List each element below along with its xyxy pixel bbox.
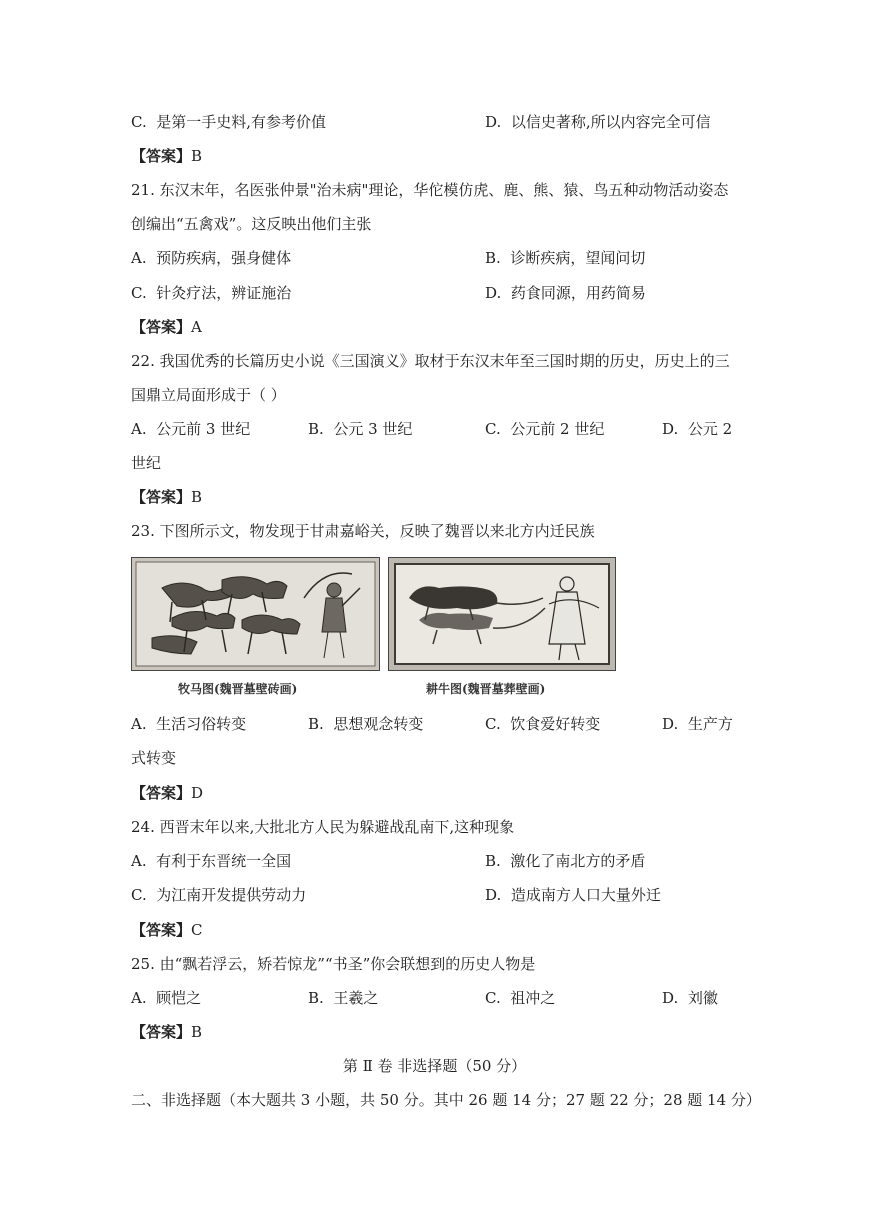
q21-option-b: B. 诊断疾病，望闻问切	[485, 249, 646, 267]
q22-option-c: C. 公元前 2 世纪	[485, 420, 605, 438]
horse-herding-image	[131, 557, 380, 671]
q25-option-b: B. 王羲之	[308, 989, 379, 1007]
q24-option-a: A. 有利于东晋统一全国	[131, 852, 292, 870]
q20-option-d: D. 以信史著称,所以内容完全可信	[485, 113, 711, 131]
q23-stem-line1: 23. 下图所示文，物发现于甘肃嘉峪关，反映了魏晋以来北方内迁民族	[131, 522, 595, 540]
q25-stem-line1: 25. 由“飘若浮云，矫若惊龙”“书圣”你会联想到的历史人物是	[131, 955, 536, 973]
q21-option-a: A. 预防疾病，强身健体	[131, 249, 292, 267]
q23-answer: 【答案】D	[131, 784, 204, 802]
q22-option-d-wrap: 世纪	[131, 454, 162, 472]
q22-stem-line1: 22. 我国优秀的长篇历史小说《三国演义》取材于东汉末年至三国时期的历史，历史上的三	[131, 352, 730, 370]
q24-option-d: D. 造成南方人口大量外迁	[485, 886, 661, 904]
horse-herding-caption: 牧马图(魏晋墓壁砖画)	[178, 682, 298, 696]
q21-option-c: C. 针灸疗法，辨证施治	[131, 284, 292, 302]
q23-option-c: C. 饮食爱好转变	[485, 715, 601, 733]
q25-answer: 【答案】B	[131, 1023, 203, 1041]
horse-herding-drawing	[132, 558, 379, 670]
q24-answer: 【答案】C	[131, 921, 203, 939]
q22-option-a: A. 公元前 3 世纪	[131, 420, 251, 438]
q24-option-c: C. 为江南开发提供劳动力	[131, 886, 307, 904]
q21-stem-line1: 21. 东汉末年，名医张仲景"治未病"理论，华佗模仿虎、鹿、熊、猿、鸟五种动物活动姿态	[131, 181, 729, 199]
ox-ploughing-caption: 耕牛图(魏晋墓葬壁画)	[426, 682, 546, 696]
section-two-instruction: 二、非选择题（本大题共 3 小题，共 50 分。其中 26 题 14 分；27 题 22 分；28 题 14 分）	[131, 1091, 761, 1109]
section-two-title: 第 Ⅱ 卷 非选择题（50 分）	[342, 1057, 527, 1075]
q22-stem-line2: 国鼎立局面形成于（ ）	[131, 386, 286, 404]
q21-option-d: D. 药食同源，用药简易	[485, 284, 646, 302]
q22-answer: 【答案】B	[131, 488, 203, 506]
q23-option-a: A. 生活习俗转变	[131, 715, 247, 733]
q22-option-d: D. 公元 2	[662, 420, 733, 438]
q25-option-a: A. 顾恺之	[131, 989, 202, 1007]
q23-option-b: B. 思想观念转变	[308, 715, 424, 733]
q22-option-b: B. 公元 3 世纪	[308, 420, 413, 438]
q20-option-c: C. 是第一手史料,有参考价值	[131, 113, 327, 131]
ox-ploughing-image	[388, 557, 616, 671]
q20-answer: 【答案】B	[131, 147, 203, 165]
q21-stem-line2: 创编出“五禽戏”。这反映出他们主张	[131, 215, 372, 233]
q25-option-c: C. 祖冲之	[485, 989, 556, 1007]
q24-option-b: B. 激化了南北方的矛盾	[485, 852, 646, 870]
q23-option-d: D. 生产方	[662, 715, 733, 733]
q21-answer: 【答案】A	[131, 318, 202, 336]
q25-option-d: D. 刘徽	[662, 989, 718, 1007]
ox-ploughing-drawing	[389, 558, 615, 670]
q24-stem-line1: 24. 西晋末年以来,大批北方人民为躲避战乱南下,这种现象	[131, 818, 515, 836]
q23-option-d-wrap: 式转变	[131, 749, 177, 767]
